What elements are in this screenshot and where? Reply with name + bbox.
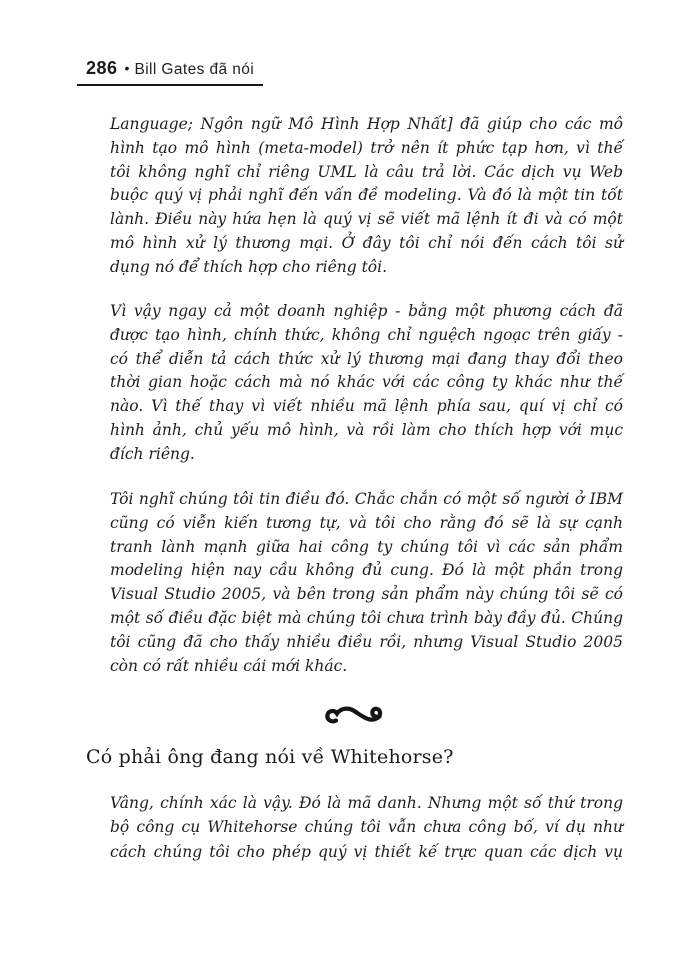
quote-line: lành. Điều này hứa hẹn là quý vị sẽ viết mã lệnh ít đi và có một <box>110 210 623 229</box>
quote-line: Vì vậy ngay cả một doanh nghiệp - bằng một phương cách đã <box>110 302 623 320</box>
swash-divider-icon <box>325 703 383 727</box>
quote-line: modeling hiện nay cầu không đủ cung. Đó là một phần trong <box>110 561 623 580</box>
quote-line: Tôi nghĩ chúng tôi tin điều đó. Chắc chắn có một số người ở IBM <box>110 490 623 508</box>
interview-question: Có phải ông đang nói về Whitehorse? <box>86 746 454 768</box>
quote-line: bộ công cụ Whitehorse chúng tôi vẫn chưa công bố, ví dụ như <box>110 818 623 837</box>
quote-line: Vâng, chính xác là vậy. Đó là mã danh. Nhưng một số thứ trong <box>110 794 623 812</box>
page-header <box>77 58 263 86</box>
quote-line: có thể diễn tả cách thức xử lý thương mại đang thay đổi theo <box>110 349 623 368</box>
quote-line: mô hình xử lý thương mại. Ở đây tôi chỉ nói đến cách tôi sử <box>110 233 623 252</box>
quote-line: tôi không nghĩ chỉ riêng UML là câu trả lời. Các dịch vụ Web <box>110 162 623 181</box>
quote-paragraph-1 <box>110 113 623 280</box>
quote-line: một số điều đặc biệt mà chúng tôi chưa trình bày đầy đủ. Chúng <box>110 608 623 627</box>
quote-paragraph-3 <box>110 488 623 678</box>
quote-line: buộc quý vị phải nghĩ đến vấn đề modeling. Và đó là một tin tốt <box>110 186 623 205</box>
quote-line: hình tạo mô hình (meta-model) trở nên ít phức tạp hơn, vì thế <box>110 138 623 157</box>
quote-line: nào. Vì thế thay vì viết nhiều mã lệnh phía sau, quí vị chỉ có <box>110 397 623 416</box>
bullet-separator: • <box>124 60 130 76</box>
quote-line: tranh lành mạnh giữa hai công ty chúng tôi vì các sản phẩm <box>110 537 623 556</box>
quote-paragraph-4 <box>110 791 623 864</box>
page-number: 286 <box>86 58 118 78</box>
quote-line: đích riêng. <box>110 444 195 463</box>
quote-paragraph-2 <box>110 300 623 467</box>
quote-line: cũng có viễn kiến tương tự, và tôi cho rằng đó sẽ là sự cạnh <box>110 513 623 532</box>
book-title: Bill Gates đã nói <box>134 61 255 78</box>
quote-line: hình ảnh, chủ yếu mô hình, và rồi làm cho thích hợp với mục <box>110 420 623 439</box>
quote-line: thời gian hoặc cách mà nó khác với các công ty khác như thế <box>110 373 623 392</box>
quote-line: cách chúng tôi cho phép quý vị thiết kế trực quan các dịch vụ <box>110 842 623 861</box>
quote-line: Language; Ngôn ngữ Mô Hình Hợp Nhất] đã giúp cho các mô <box>110 115 623 133</box>
quote-line: được tạo hình, chính thức, không chỉ nguệch ngoạc trên giấy - <box>110 325 623 344</box>
quote-line: Visual Studio 2005, và bên trong sản phẩm này chúng tôi sẽ có <box>110 585 623 604</box>
quote-line: tôi cũng đã cho thấy nhiều điều rồi, nhưng Visual Studio 2005 <box>110 632 623 651</box>
quote-line: dụng nó để thích hợp cho riêng tôi. <box>110 257 388 276</box>
quote-line: còn có rất nhiều cái mới khác. <box>110 656 348 675</box>
